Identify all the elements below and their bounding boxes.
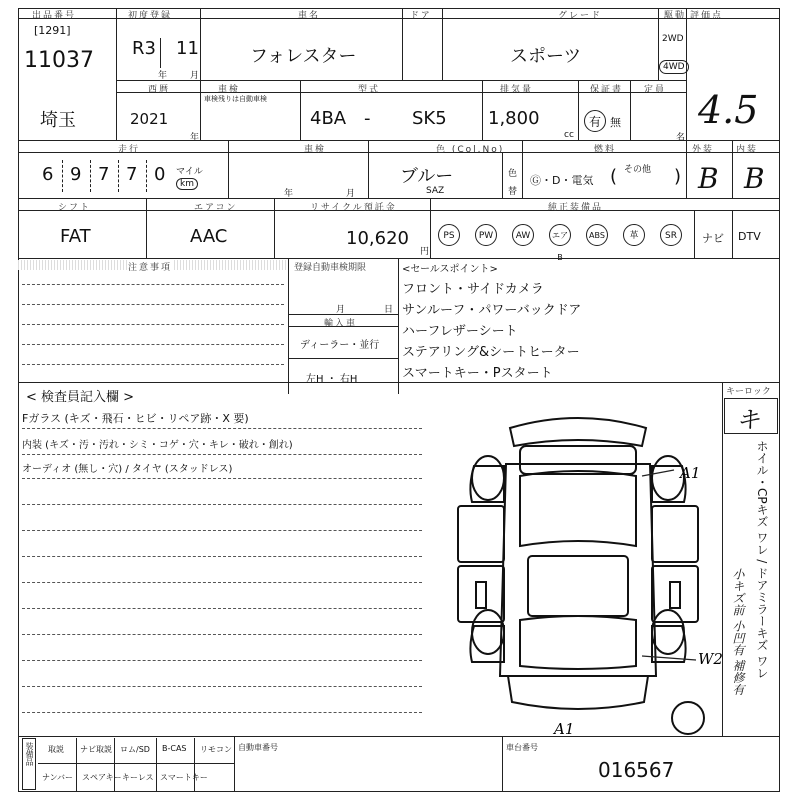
bottom-item: 取説 — [48, 745, 64, 754]
keys-mark: キ — [736, 406, 760, 434]
warranty-yes-circled: 有 — [584, 110, 606, 132]
sales-header: <セールスポイント> — [402, 264, 498, 275]
color-side-2: 替 — [508, 187, 518, 197]
bottom-item: ロム/SD — [120, 745, 150, 754]
equipment-header: 純正装備品 — [548, 203, 604, 213]
equipment-leather: 革 — [623, 224, 645, 246]
mileage-digit: 7 — [98, 164, 110, 185]
bottom-equipment-label: 装備品 — [25, 742, 34, 766]
equipment-dtv: DTV — [738, 230, 761, 243]
shaken-header-2: 車検 — [304, 145, 327, 155]
year-value: 2021 — [130, 110, 169, 128]
region: 埼玉 — [40, 110, 76, 131]
score-value: 4.5 — [698, 88, 759, 132]
door-header: ドア — [410, 11, 432, 21]
interior-header: 内装 — [736, 145, 759, 155]
inspector-line-audio: オーディオ (無し・穴) / タイヤ (スタッドレス) — [22, 464, 233, 475]
mileage-header: 走行 — [118, 145, 141, 155]
bottom-item: ナンバー — [42, 773, 74, 782]
bottom-item: ナビ取説 — [80, 745, 112, 754]
interior-grade: B — [744, 162, 765, 195]
first-reg-month: 11 — [176, 38, 199, 59]
mileage-digit: 9 — [70, 164, 82, 185]
import-dealer: ディーラー・並行 — [300, 340, 380, 351]
warranty-no: 無 — [610, 116, 621, 129]
drive-4wd-circled: 4WD — [659, 60, 689, 74]
sales-point: フロント・サイドカメラ — [402, 282, 544, 297]
fuel-other: その他 — [624, 165, 652, 175]
mileage-digit: 6 — [42, 164, 54, 185]
bottom-item: リモコン — [200, 745, 232, 754]
first-reg-month-unit: 月 — [190, 71, 200, 81]
mileage-digit: 0 — [154, 164, 166, 185]
first-reg-era: R3 — [132, 38, 156, 59]
equipment-pw: PW — [475, 224, 497, 246]
inspector-line-glass: Fガラス (キズ・飛石・ヒビ・リペア跡・X 要) — [22, 412, 249, 425]
exterior-grade: B — [698, 162, 719, 195]
car-name: フォレスター — [250, 46, 357, 67]
color-code: SAZ — [426, 186, 445, 196]
recycle-value: 10,620 — [346, 228, 409, 249]
vertical-note-1: ホイル・CPキズ ワレ / ドアミラーキズ ワレ — [755, 440, 769, 679]
mileage-km-circled: km — [176, 178, 198, 190]
equipment-abs: ABS — [586, 224, 608, 246]
inspector-header: < 検査員記入欄 > — [26, 390, 135, 405]
lot-bracket-number: [1291] — [34, 24, 71, 37]
sales-point: ステアリング&シートヒーター — [402, 345, 580, 360]
capacity-unit: 名 — [676, 133, 686, 143]
reg-expiry-day: 日 — [384, 305, 394, 315]
shift-value: FAT — [60, 226, 91, 247]
mileage-digit: 7 — [126, 164, 138, 185]
bottom-item: スマートキー — [160, 773, 208, 782]
equipment-aw: AW — [512, 224, 534, 246]
drive-2wd: 2WD — [662, 34, 684, 44]
sales-point: スマートキー・Pスタート — [402, 366, 553, 381]
fuel-options: Ⓖ・D・電気 — [530, 174, 594, 187]
model-code: SK5 — [412, 108, 447, 129]
aircon-header: エアコン — [194, 203, 238, 213]
recycle-unit: 円 — [420, 247, 430, 257]
displacement-value: 1,800 — [488, 108, 540, 129]
reg-expiry-month: 月 — [336, 305, 346, 315]
import-steering: 左H ・ 右H — [306, 374, 358, 385]
displacement-unit: cc — [564, 130, 574, 140]
equipment-navi: ナビ — [702, 232, 724, 245]
lot-header: 出品番号 — [32, 11, 77, 21]
fuel-header: 燃料 — [594, 145, 617, 155]
aircon-value: AAC — [190, 226, 228, 247]
year-header: 西暦 — [148, 85, 171, 95]
bottom-item: B-CAS — [162, 744, 187, 753]
car-damage-diagram — [428, 406, 728, 736]
first-reg-year-unit: 年 — [158, 71, 168, 81]
shaken-header: 車検 — [218, 85, 241, 95]
displacement-header: 排気量 — [500, 85, 534, 95]
color-value: ブルー — [400, 166, 454, 187]
inspector-line-interior: 内装 (キズ・汚・汚れ・シミ・コゲ・穴・キレ・破れ・創れ) — [22, 440, 293, 451]
damage-mark-w2: W2 — [698, 650, 723, 668]
keys-header: キーロック — [726, 387, 771, 397]
equipment-ps: PS — [438, 224, 460, 246]
score-header: 評価点 — [690, 11, 724, 21]
vertical-note-2: 小キズ前 小凹有 補修有 — [731, 568, 745, 696]
drive-header: 駆動 — [664, 11, 687, 21]
grade-header: グレード — [558, 11, 603, 21]
equipment-airbag: エアB — [549, 224, 571, 246]
color-side-1: 色 — [508, 169, 518, 179]
model-header: 型式 — [358, 85, 381, 95]
damage-mark-a1-bottom: A1 — [554, 720, 575, 736]
reg-number-header: 自動車番号 — [238, 743, 278, 752]
mileage-mile-label: マイル — [176, 167, 203, 177]
color-header: 色 (Col.No) — [436, 145, 505, 155]
year-unit: 年 — [190, 133, 200, 143]
shift-header: シフト — [58, 203, 92, 213]
bottom-item: キーレス — [122, 773, 154, 782]
damage-mark-a1-right: A1 — [680, 464, 701, 482]
bottom-item: スペアキー — [82, 773, 122, 782]
shaken-note: 車検残りは自動車検 — [204, 95, 267, 103]
model-prefix: 4BA — [310, 108, 347, 129]
chassis-number: 016567 — [598, 758, 675, 782]
grade-value: スポーツ — [510, 46, 582, 67]
capacity-header: 定員 — [644, 85, 667, 95]
lot-number: 11037 — [24, 48, 94, 73]
first-reg-header: 初度登録 — [128, 11, 173, 21]
sales-point: サンルーフ・パワーバックドア — [402, 303, 582, 318]
recycle-header: リサイクル預託金 — [310, 203, 397, 213]
car-name-header: 車名 — [298, 11, 321, 21]
import-header: 輸入車 — [324, 319, 358, 329]
warranty-header: 保証書 — [590, 85, 624, 95]
notes-header: 注意事項 — [128, 260, 172, 273]
sales-point: ハーフレザーシート — [402, 324, 518, 339]
reg-expiry-header: 登録自動車検期限 — [294, 263, 367, 273]
auction-sheet: 出品番号 初度登録 車名 ドア グレード 駆動 評価点 [1291] 11037 R3 11 年 月 フォレスター スポーツ 2WD 4WD 4.5 西暦 車検 車検残りは自動車検 型式 排気量 保証書 定員 埼玉 2021 年 4BA - SK5 1,800 cc 有 無 名 走行 車検 色 (Col.No) 燃料 外装 内装 6 9 7 7 0 マイル km 年 月 ブルー SAZ 色 替 Ⓖ・D・電気 ( その他 ) B B シフト エアコン リサイクル預託金 純正装備品 FAT AAC 10,620 円 PS PW AW エアB ABS 革 SR ナビ DTV 注意事項 登録自動車検期限 <セールスポイント> 月 日 輸入車 ディーラー・並行 左H ・ 右H フロント・サイドカメラ サンルーフ・パワーバックドア ハーフレザーシート ステアリング&シートヒーター スマートキー・Pスタート キーロック キ < 検査員記入欄 > Fガラス (キズ・飛石・ヒビ・リペア跡・X 要) 内装 (キズ・汚・汚れ・シミ・コゲ・穴・キレ・破れ・創れ) オーディオ (無し・穴) / タイヤ (スタッドレス) A1 W2 A1 ホイル・CPキズ ワレ / ドアミラーキズ ワレ 小キズ前 小凹有 補修有 装備品 取説 ナビ取説 ロム/SD B-CAS リモコン ナンバー スペアキー キーレス スマートキー 自動車番号 車台番号 016567 — [18, 8, 780, 792]
equipment-sr: SR — [660, 224, 682, 246]
chassis-header: 車台番号 — [506, 743, 538, 752]
exterior-header: 外装 — [692, 145, 715, 155]
